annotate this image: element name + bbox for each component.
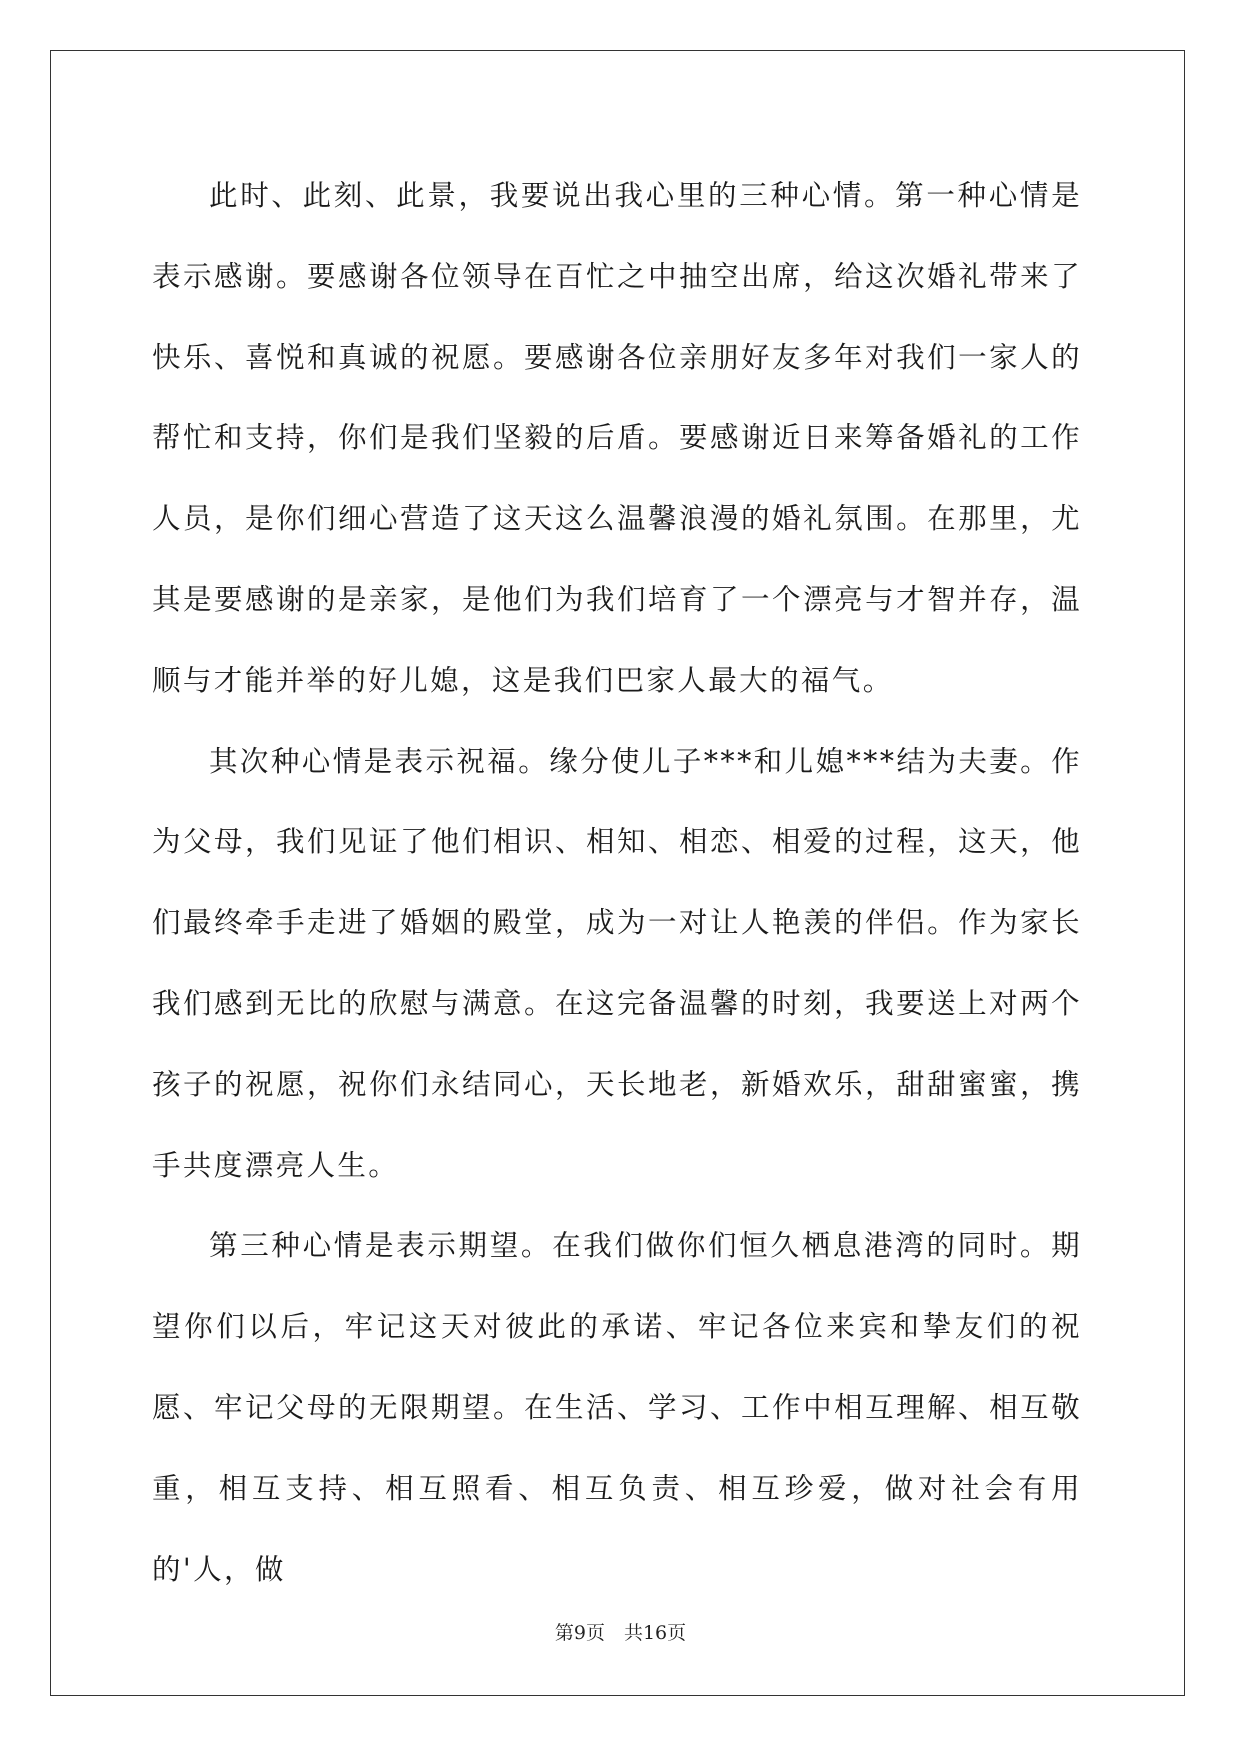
paragraph: 此时、此刻、此景，我要说出我心里的三种心情。第一种心情是表示感谢。要感谢各位领导在百忙之中抽空出席，给这次婚礼带来了快乐、喜悦和真诚的祝愿。要感谢各位亲朋好友多年对我们一家人的帮忙和支持，你们是我们坚毅的后盾。要感谢近日来筹备婚礼的工作人员，是你们细心营造了这天这么温馨浪漫的婚礼氛围。在那里，尤其是要感谢的是亲家，是他们为我们培育了一个漂亮与才智并存，温顺与才能并举的好儿媳，这是我们巴家人最大的福气。 [152,179,1082,697]
page-number: 第9页 共16页 [554,1622,687,1644]
page-footer [0,1618,1241,1645]
document-body [152,156,1082,1610]
paragraph: 其次种心情是表示祝福。缘分使儿子***和儿媳***结为夫妻。作为父母，我们见证了他们相识、相知、相恋、相爱的过程，这天，他们最终牵手走进了婚姻的殿堂，成为一对让人艳羡的伴侣。作为家长我们感到无比的欣慰与满意。在这完备温馨的时刻，我要送上对两个孩子的祝愿，祝你们永结同心，天长地老，新婚欢乐，甜甜蜜蜜，携手共度漂亮人生。 [152,744,1082,1182]
paragraph: 第三种心情是表示期望。在我们做你们恒久栖息港湾的同时。期望你们以后，牢记这天对彼此的承诺、牢记各位来宾和挚友们的祝愿、牢记父母的无限期望。在生活、学习、工作中相互理解、相互敬重，相互支持、相互照看、相互负责、相互珍爱，做对社会有用的'人，做 [152,1229,1082,1586]
